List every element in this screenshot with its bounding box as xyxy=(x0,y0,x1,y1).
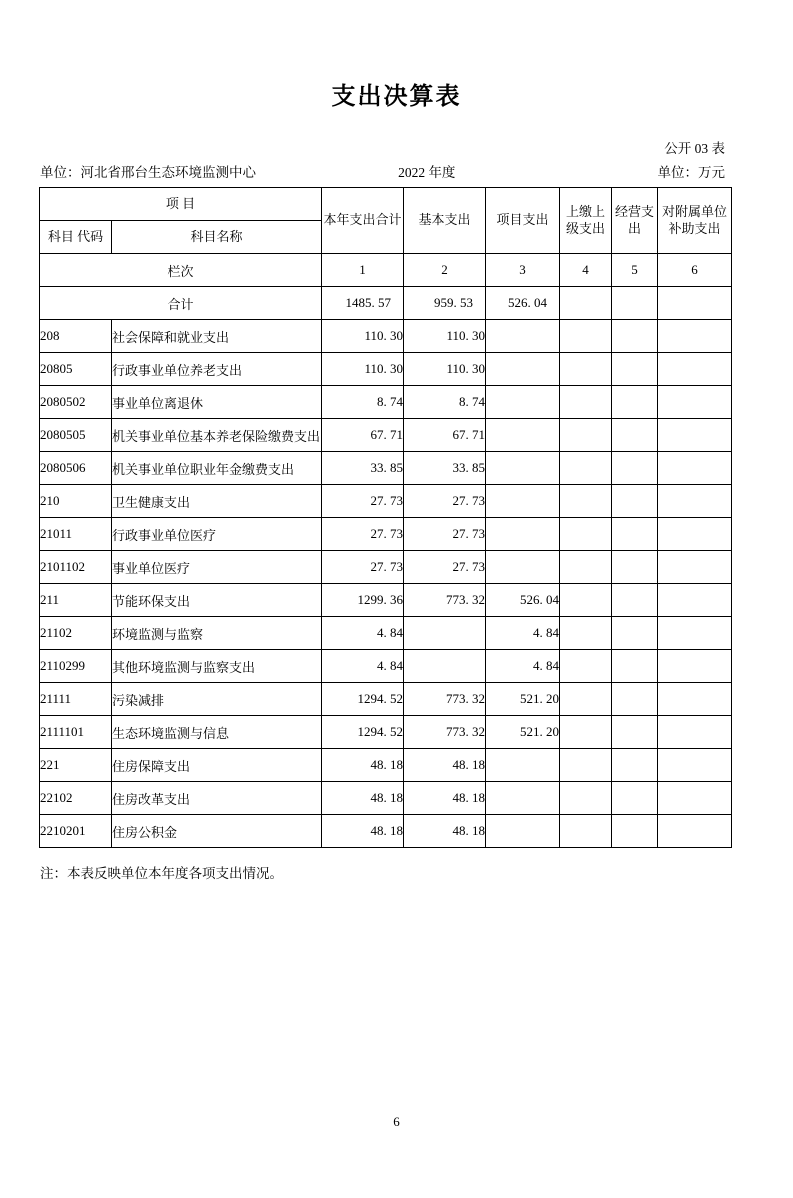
table-total-row xyxy=(40,287,732,320)
row-upper xyxy=(560,650,612,683)
row-business xyxy=(612,353,658,386)
row-total: 110. 30 xyxy=(322,353,404,386)
row-project: 526. 04 xyxy=(486,584,560,617)
row-upper xyxy=(560,815,612,848)
row-upper xyxy=(560,551,612,584)
row-code: 22102 xyxy=(40,782,112,815)
row-total: 48. 18 xyxy=(322,782,404,815)
row-project xyxy=(486,749,560,782)
row-name: 生态环境监测与信息 xyxy=(112,716,322,749)
expenditure-table xyxy=(39,187,732,848)
row-subsidy xyxy=(658,749,732,782)
row-subsidy xyxy=(658,584,732,617)
row-subsidy xyxy=(658,419,732,452)
table-note: 注：本表反映单位本年度各项支出情况。 xyxy=(40,866,283,881)
row-upper xyxy=(560,452,612,485)
document-page xyxy=(0,76,793,1198)
row-code: 21011 xyxy=(40,518,112,551)
row-code: 211 xyxy=(40,584,112,617)
total-subsidy xyxy=(658,287,732,320)
row-business xyxy=(612,419,658,452)
row-project: 4. 84 xyxy=(486,650,560,683)
lane-6: 6 xyxy=(658,254,732,287)
row-subsidy xyxy=(658,683,732,716)
row-total: 27. 73 xyxy=(322,551,404,584)
table-row xyxy=(40,320,732,353)
row-upper xyxy=(560,782,612,815)
row-basic: 48. 18 xyxy=(404,815,486,848)
row-code: 21102 xyxy=(40,617,112,650)
row-basic xyxy=(404,650,486,683)
row-total: 48. 18 xyxy=(322,749,404,782)
row-basic: 48. 18 xyxy=(404,782,486,815)
table-row xyxy=(40,452,732,485)
row-subsidy xyxy=(658,650,732,683)
row-name: 事业单位离退休 xyxy=(112,386,322,419)
header-project: 项目支出 xyxy=(486,188,560,254)
row-basic xyxy=(404,617,486,650)
row-name: 住房保障支出 xyxy=(112,749,322,782)
row-total: 1299. 36 xyxy=(322,584,404,617)
total-label: 合计 xyxy=(40,287,322,320)
row-name: 机关事业单位基本养老保险缴费支出 xyxy=(112,419,322,452)
row-subsidy xyxy=(658,815,732,848)
row-subsidy xyxy=(658,320,732,353)
header-code: 科目 代码 xyxy=(40,221,112,254)
row-code: 20805 xyxy=(40,353,112,386)
table-row xyxy=(40,650,732,683)
row-basic: 773. 32 xyxy=(404,683,486,716)
row-total: 4. 84 xyxy=(322,617,404,650)
row-subsidy xyxy=(658,518,732,551)
table-row xyxy=(40,353,732,386)
row-business xyxy=(612,386,658,419)
row-project xyxy=(486,320,560,353)
row-total: 48. 18 xyxy=(322,815,404,848)
row-business xyxy=(612,485,658,518)
row-project: 4. 84 xyxy=(486,617,560,650)
row-name: 污染减排 xyxy=(112,683,322,716)
row-subsidy xyxy=(658,452,732,485)
row-code: 2080502 xyxy=(40,386,112,419)
table-row xyxy=(40,782,732,815)
row-basic: 27. 73 xyxy=(404,518,486,551)
row-upper xyxy=(560,749,612,782)
row-basic: 67. 71 xyxy=(404,419,486,452)
row-basic: 27. 73 xyxy=(404,551,486,584)
lane-5: 5 xyxy=(612,254,658,287)
table-header-group-row xyxy=(40,188,732,221)
row-total: 8. 74 xyxy=(322,386,404,419)
row-code: 2080505 xyxy=(40,419,112,452)
row-total: 67. 71 xyxy=(322,419,404,452)
row-subsidy xyxy=(658,551,732,584)
row-basic: 8. 74 xyxy=(404,386,486,419)
row-total: 1294. 52 xyxy=(322,716,404,749)
row-subsidy xyxy=(658,617,732,650)
form-number: 公开 03 表 xyxy=(664,141,725,156)
row-business xyxy=(612,782,658,815)
row-upper xyxy=(560,386,612,419)
row-business xyxy=(612,320,658,353)
table-row xyxy=(40,617,732,650)
total-project: 526. 04 xyxy=(486,287,560,320)
row-name: 住房公积金 xyxy=(112,815,322,848)
row-total: 33. 85 xyxy=(322,452,404,485)
table-row xyxy=(40,716,732,749)
row-subsidy xyxy=(658,716,732,749)
row-code: 21111 xyxy=(40,683,112,716)
table-row xyxy=(40,551,732,584)
document-meta-row xyxy=(36,161,757,181)
lane-label: 栏次 xyxy=(40,254,322,287)
row-name: 节能环保支出 xyxy=(112,584,322,617)
row-subsidy xyxy=(658,386,732,419)
fiscal-year: 2022 年度 xyxy=(398,165,456,180)
header-subsidy: 对附属单位补助支出 xyxy=(658,188,732,254)
row-code: 2101102 xyxy=(40,551,112,584)
row-business xyxy=(612,749,658,782)
row-upper xyxy=(560,518,612,551)
row-upper xyxy=(560,683,612,716)
row-basic: 48. 18 xyxy=(404,749,486,782)
row-business xyxy=(612,518,658,551)
row-project xyxy=(486,452,560,485)
page-number: 6 xyxy=(393,1114,400,1129)
row-code: 2111101 xyxy=(40,716,112,749)
total-upper xyxy=(560,287,612,320)
table-row xyxy=(40,419,732,452)
row-name: 卫生健康支出 xyxy=(112,485,322,518)
row-business xyxy=(612,683,658,716)
row-project xyxy=(486,419,560,452)
row-basic: 33. 85 xyxy=(404,452,486,485)
header-group-item: 项 目 xyxy=(40,188,322,221)
row-code: 2110299 xyxy=(40,650,112,683)
row-project xyxy=(486,386,560,419)
lane-3: 3 xyxy=(486,254,560,287)
currency-label: 单位：万元 xyxy=(657,165,725,180)
row-total: 27. 73 xyxy=(322,518,404,551)
row-total: 4. 84 xyxy=(322,650,404,683)
row-basic: 110. 30 xyxy=(404,320,486,353)
row-project xyxy=(486,518,560,551)
row-subsidy xyxy=(658,782,732,815)
row-project xyxy=(486,815,560,848)
table-row xyxy=(40,749,732,782)
row-business xyxy=(612,617,658,650)
row-business xyxy=(612,551,658,584)
row-upper xyxy=(560,716,612,749)
row-name: 其他环境监测与监察支出 xyxy=(112,650,322,683)
row-upper xyxy=(560,320,612,353)
table-row xyxy=(40,485,732,518)
header-name: 科目名称 xyxy=(112,221,322,254)
header-business: 经营支出 xyxy=(612,188,658,254)
row-business xyxy=(612,815,658,848)
row-business xyxy=(612,650,658,683)
lane-row xyxy=(40,254,732,287)
lane-4: 4 xyxy=(560,254,612,287)
row-total: 27. 73 xyxy=(322,485,404,518)
row-total: 110. 30 xyxy=(322,320,404,353)
row-name: 行政事业单位医疗 xyxy=(112,518,322,551)
row-project xyxy=(486,353,560,386)
total-business xyxy=(612,287,658,320)
table-row xyxy=(40,584,732,617)
total-total: 1485. 57 xyxy=(322,287,404,320)
row-name: 事业单位医疗 xyxy=(112,551,322,584)
page-title: 支出决算表 xyxy=(331,83,462,110)
row-upper xyxy=(560,485,612,518)
row-code: 2210201 xyxy=(40,815,112,848)
row-code: 210 xyxy=(40,485,112,518)
row-project xyxy=(486,551,560,584)
row-code: 2080506 xyxy=(40,452,112,485)
row-business xyxy=(612,452,658,485)
table-row xyxy=(40,386,732,419)
header-basic: 基本支出 xyxy=(404,188,486,254)
row-basic: 27. 73 xyxy=(404,485,486,518)
row-subsidy xyxy=(658,353,732,386)
total-basic: 959. 53 xyxy=(404,287,486,320)
row-upper xyxy=(560,584,612,617)
row-name: 住房改革支出 xyxy=(112,782,322,815)
table-row xyxy=(40,815,732,848)
lane-1: 1 xyxy=(322,254,404,287)
table-row xyxy=(40,518,732,551)
row-name: 社会保障和就业支出 xyxy=(112,320,322,353)
header-total: 本年支出合计 xyxy=(322,188,404,254)
row-basic: 110. 30 xyxy=(404,353,486,386)
row-name: 环境监测与监察 xyxy=(112,617,322,650)
row-name: 行政事业单位养老支出 xyxy=(112,353,322,386)
lane-2: 2 xyxy=(404,254,486,287)
unit-label: 单位：河北省邢台生态环境监测中心 xyxy=(40,165,256,180)
row-project: 521. 20 xyxy=(486,683,560,716)
row-name: 机关事业单位职业年金缴费支出 xyxy=(112,452,322,485)
header-upper: 上缴上级支出 xyxy=(560,188,612,254)
row-code: 221 xyxy=(40,749,112,782)
row-subsidy xyxy=(658,485,732,518)
row-total: 1294. 52 xyxy=(322,683,404,716)
row-basic: 773. 32 xyxy=(404,716,486,749)
row-upper xyxy=(560,419,612,452)
row-project xyxy=(486,782,560,815)
row-project: 521. 20 xyxy=(486,716,560,749)
row-business xyxy=(612,584,658,617)
row-project xyxy=(486,485,560,518)
table-row xyxy=(40,683,732,716)
row-code: 208 xyxy=(40,320,112,353)
row-upper xyxy=(560,617,612,650)
row-upper xyxy=(560,353,612,386)
row-basic: 773. 32 xyxy=(404,584,486,617)
row-business xyxy=(612,716,658,749)
table-body xyxy=(40,320,732,848)
